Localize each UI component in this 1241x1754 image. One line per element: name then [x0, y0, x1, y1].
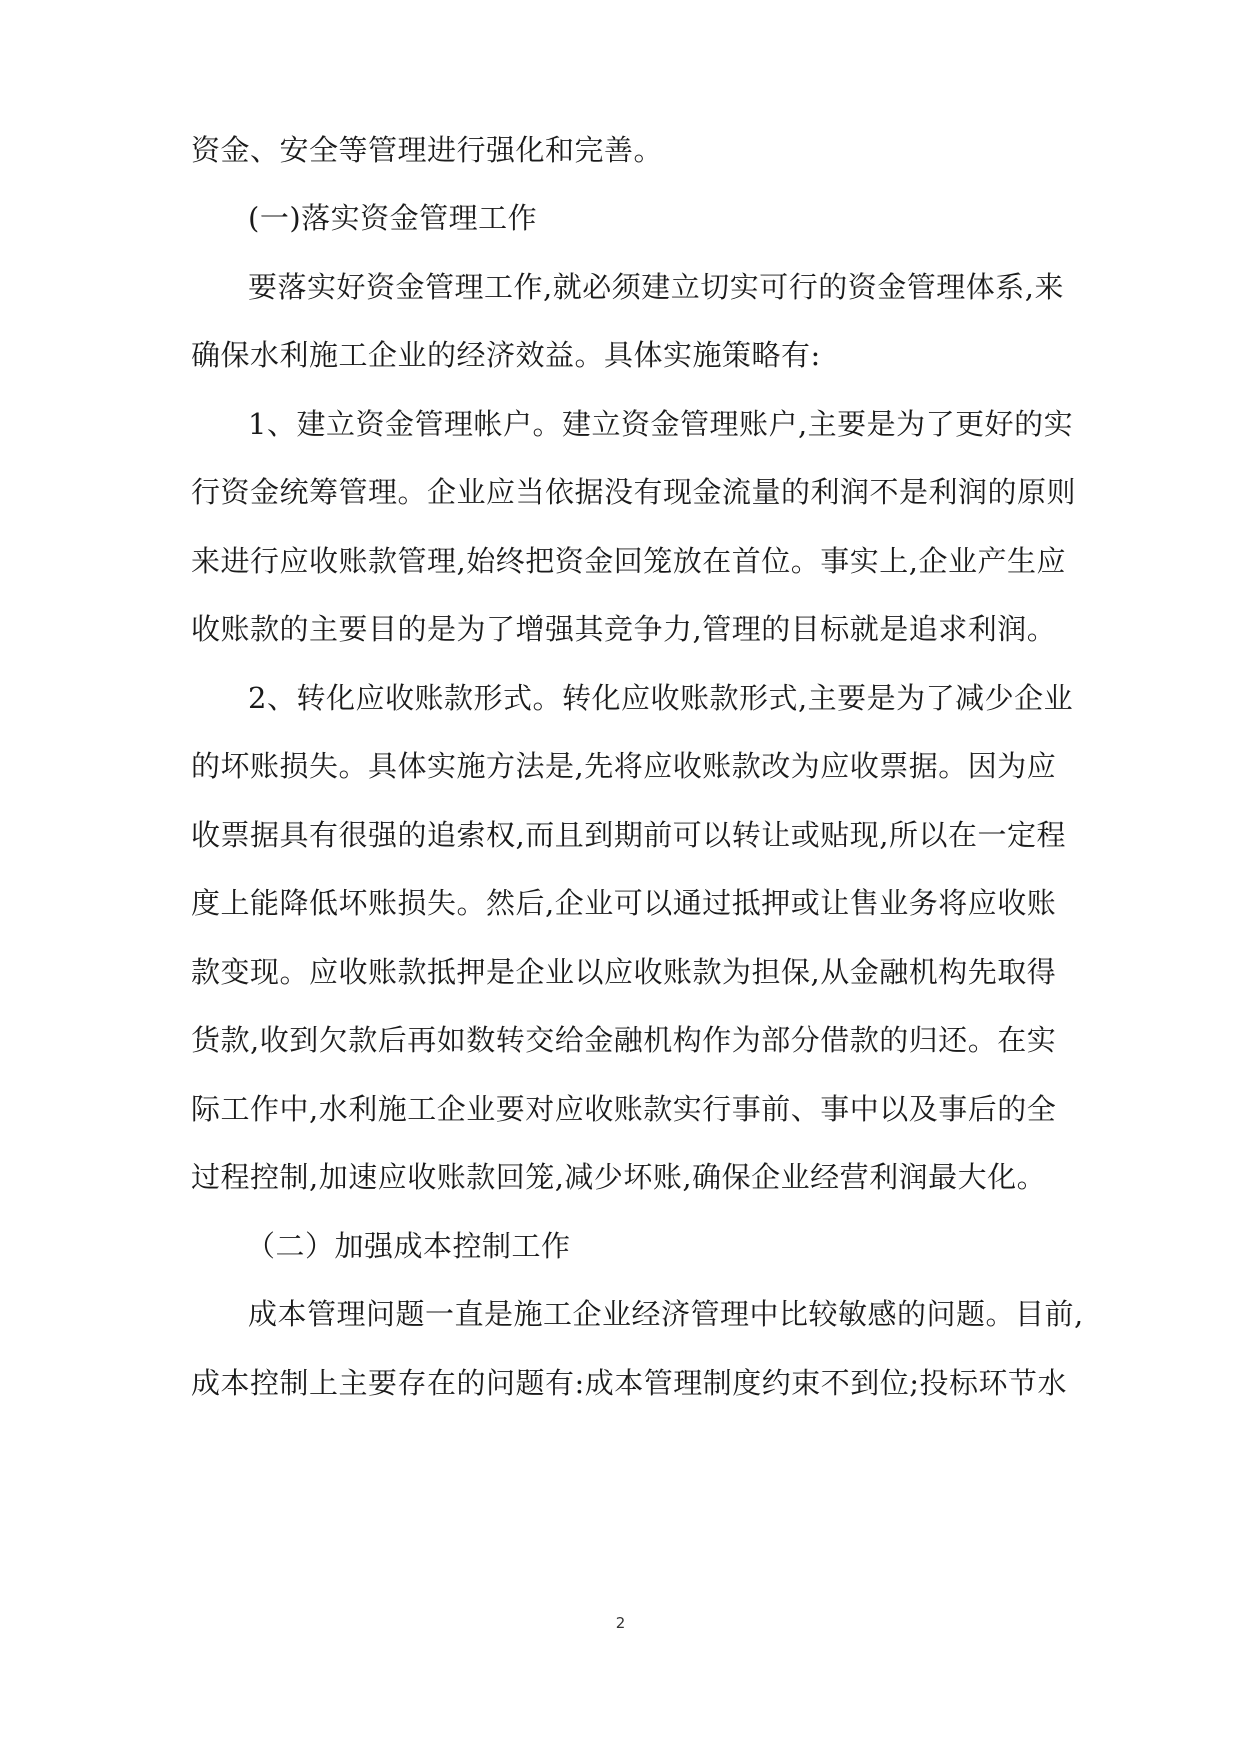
- page-number: 2: [615, 1614, 626, 1632]
- paragraph-line: 度上能降低坏账损失。然后,企业可以通过抵押或让售业务将应收账: [191, 886, 1057, 920]
- paragraph-line: 要落实好资金管理工作,就必须建立切实可行的资金管理体系,来: [248, 270, 1064, 304]
- section-heading: （二）加强成本控制工作: [246, 1229, 571, 1263]
- paragraph-line: 收票据具有很强的追索权,而且到期前可以转让或贴现,所以在一定程: [191, 818, 1066, 852]
- paragraph-line: 行资金统筹管理。企业应当依据没有现金流量的利润不是利润的原则: [191, 475, 1077, 509]
- paragraph-line: 的坏账损失。具体实施方法是,先将应收账款改为应收票据。因为应: [191, 749, 1057, 783]
- paragraph-line: 2、转化应收账款形式。转化应收账款形式,主要是为了减少企业: [248, 681, 1074, 715]
- section-heading: (一)落实资金管理工作: [248, 201, 538, 235]
- paragraph-line: 际工作中,水利施工企业要对应收账款实行事前、事中以及事后的全: [191, 1092, 1057, 1126]
- paragraph-line: 1、建立资金管理帐户。建立资金管理账户,主要是为了更好的实: [248, 407, 1074, 441]
- paragraph-line: 来进行应收账款管理,始终把资金回笼放在首位。事实上,企业产生应: [191, 544, 1066, 578]
- paragraph-line: 确保水利施工企业的经济效益。具体实施策略有:: [191, 338, 821, 372]
- paragraph-line: 成本管理问题一直是施工企业经济管理中比较敏感的问题。目前,: [248, 1297, 1084, 1331]
- paragraph-line: 资金、安全等管理进行强化和完善。: [191, 133, 664, 167]
- paragraph-line: 收账款的主要目的是为了增强其竞争力,管理的目标就是追求利润。: [191, 612, 1057, 646]
- paragraph-line: 货款,收到欠款后再如数转交给金融机构作为部分借款的归还。在实: [191, 1023, 1057, 1057]
- paragraph-line: 款变现。应收账款抵押是企业以应收账款为担保,从金融机构先取得: [191, 955, 1057, 989]
- paragraph-line: 成本控制上主要存在的问题有:成本管理制度约束不到位;投标环节水: [191, 1366, 1068, 1400]
- paragraph-line: 过程控制,加速应收账款回笼,减少坏账,确保企业经营利润最大化。: [191, 1160, 1047, 1194]
